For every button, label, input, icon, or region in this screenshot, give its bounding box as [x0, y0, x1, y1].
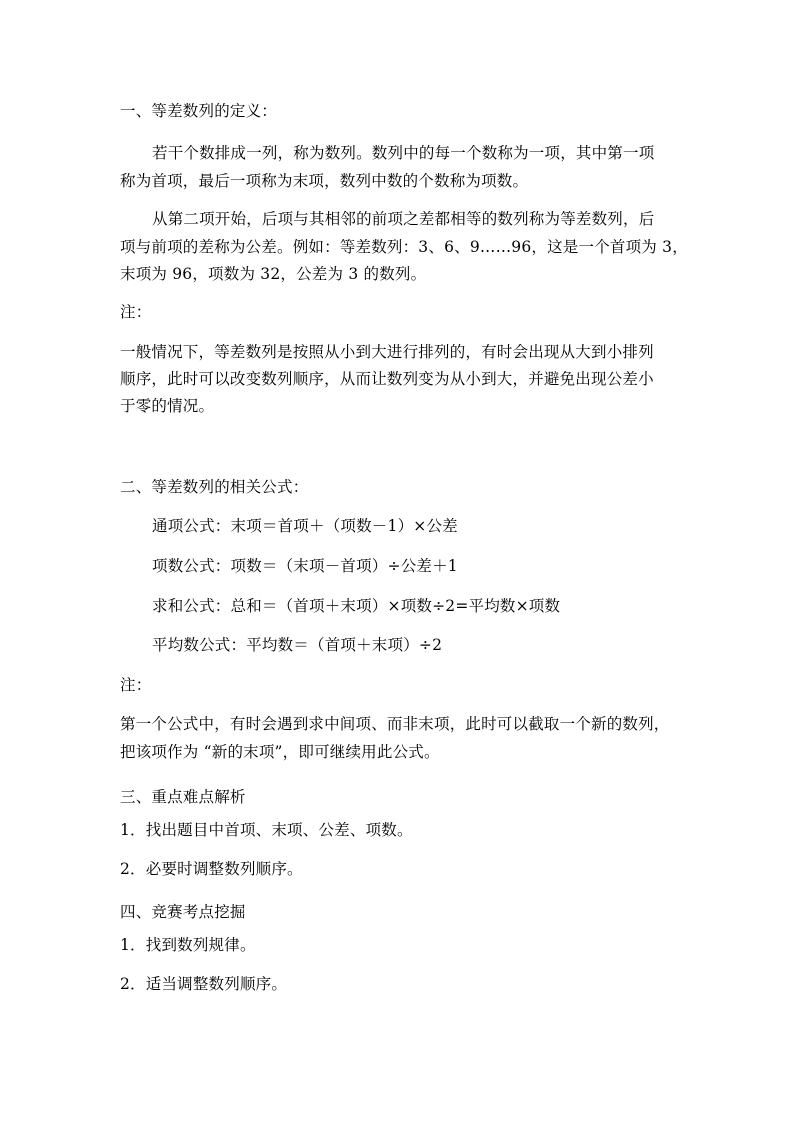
section-4-item-1: 1．找到数列规律。: [120, 936, 256, 954]
definition-line-1: 若干个数排成一列，称为数列。数列中的每一个数称为一项，其中第一项: [152, 144, 655, 162]
section-1-note-label: 注：: [120, 303, 152, 321]
definition-line-2: 称为首项，最后一项称为末项，数列中数的个数称为项数。: [120, 172, 529, 190]
section-1-note-line-2: 顺序，此时可以改变数列顺序，从而让数列变为从小到大，并避免出现公差小: [120, 370, 654, 388]
section-4-item-2: 2．适当调整数列顺序。: [120, 975, 288, 993]
section-1-note-line-3: 于零的情况。: [120, 397, 215, 415]
formula-average: 平均数公式：平均数＝（首项＋末项）÷2: [152, 636, 443, 654]
section-4-heading: 四、竞赛考点挖掘: [120, 903, 246, 921]
section-3-item-1: 1．找出题目中首项、末项、公差、项数。: [120, 821, 413, 839]
section-2-note-label: 注：: [120, 676, 152, 694]
formula-general-term: 通项公式：末项＝首项＋（项数－1）×公差: [152, 517, 458, 535]
arithmetic-sequence-line-1: 从第二项开始，后项与其相邻的前项之差都相等的数列称为等差数列，后: [152, 210, 655, 228]
section-1-heading: 一、等差数列的定义：: [120, 102, 278, 120]
arithmetic-sequence-line-2: 项与前项的差称为公差。例如：等差数列：3、6、9……96，这是一个首项为 3，: [120, 238, 688, 256]
section-2-note-line-1: 第一个公式中，有时会遇到求中间项、而非末项，此时可以截取一个新的数列，: [120, 715, 670, 733]
section-3-heading: 三、重点难点解析: [120, 788, 246, 806]
formula-sum: 求和公式：总和＝（首项＋末项）×项数÷2=平均数×项数: [152, 597, 561, 615]
formula-term-count: 项数公式：项数＝（末项－首项）÷公差＋1: [152, 557, 458, 575]
section-2-heading: 二、等差数列的相关公式：: [120, 478, 309, 496]
section-2-note-line-2: 把该项作为 “新的末项”，即可继续用此公式。: [120, 743, 440, 761]
arithmetic-sequence-line-3: 末项为 96，项数为 32，公差为 3 的数列。: [120, 265, 427, 283]
section-3-item-2: 2．必要时调整数列顺序。: [120, 860, 303, 878]
section-1-note-line-1: 一般情况下，等差数列是按照从小到大进行排列的，有时会出现从大到小排列: [120, 343, 654, 361]
